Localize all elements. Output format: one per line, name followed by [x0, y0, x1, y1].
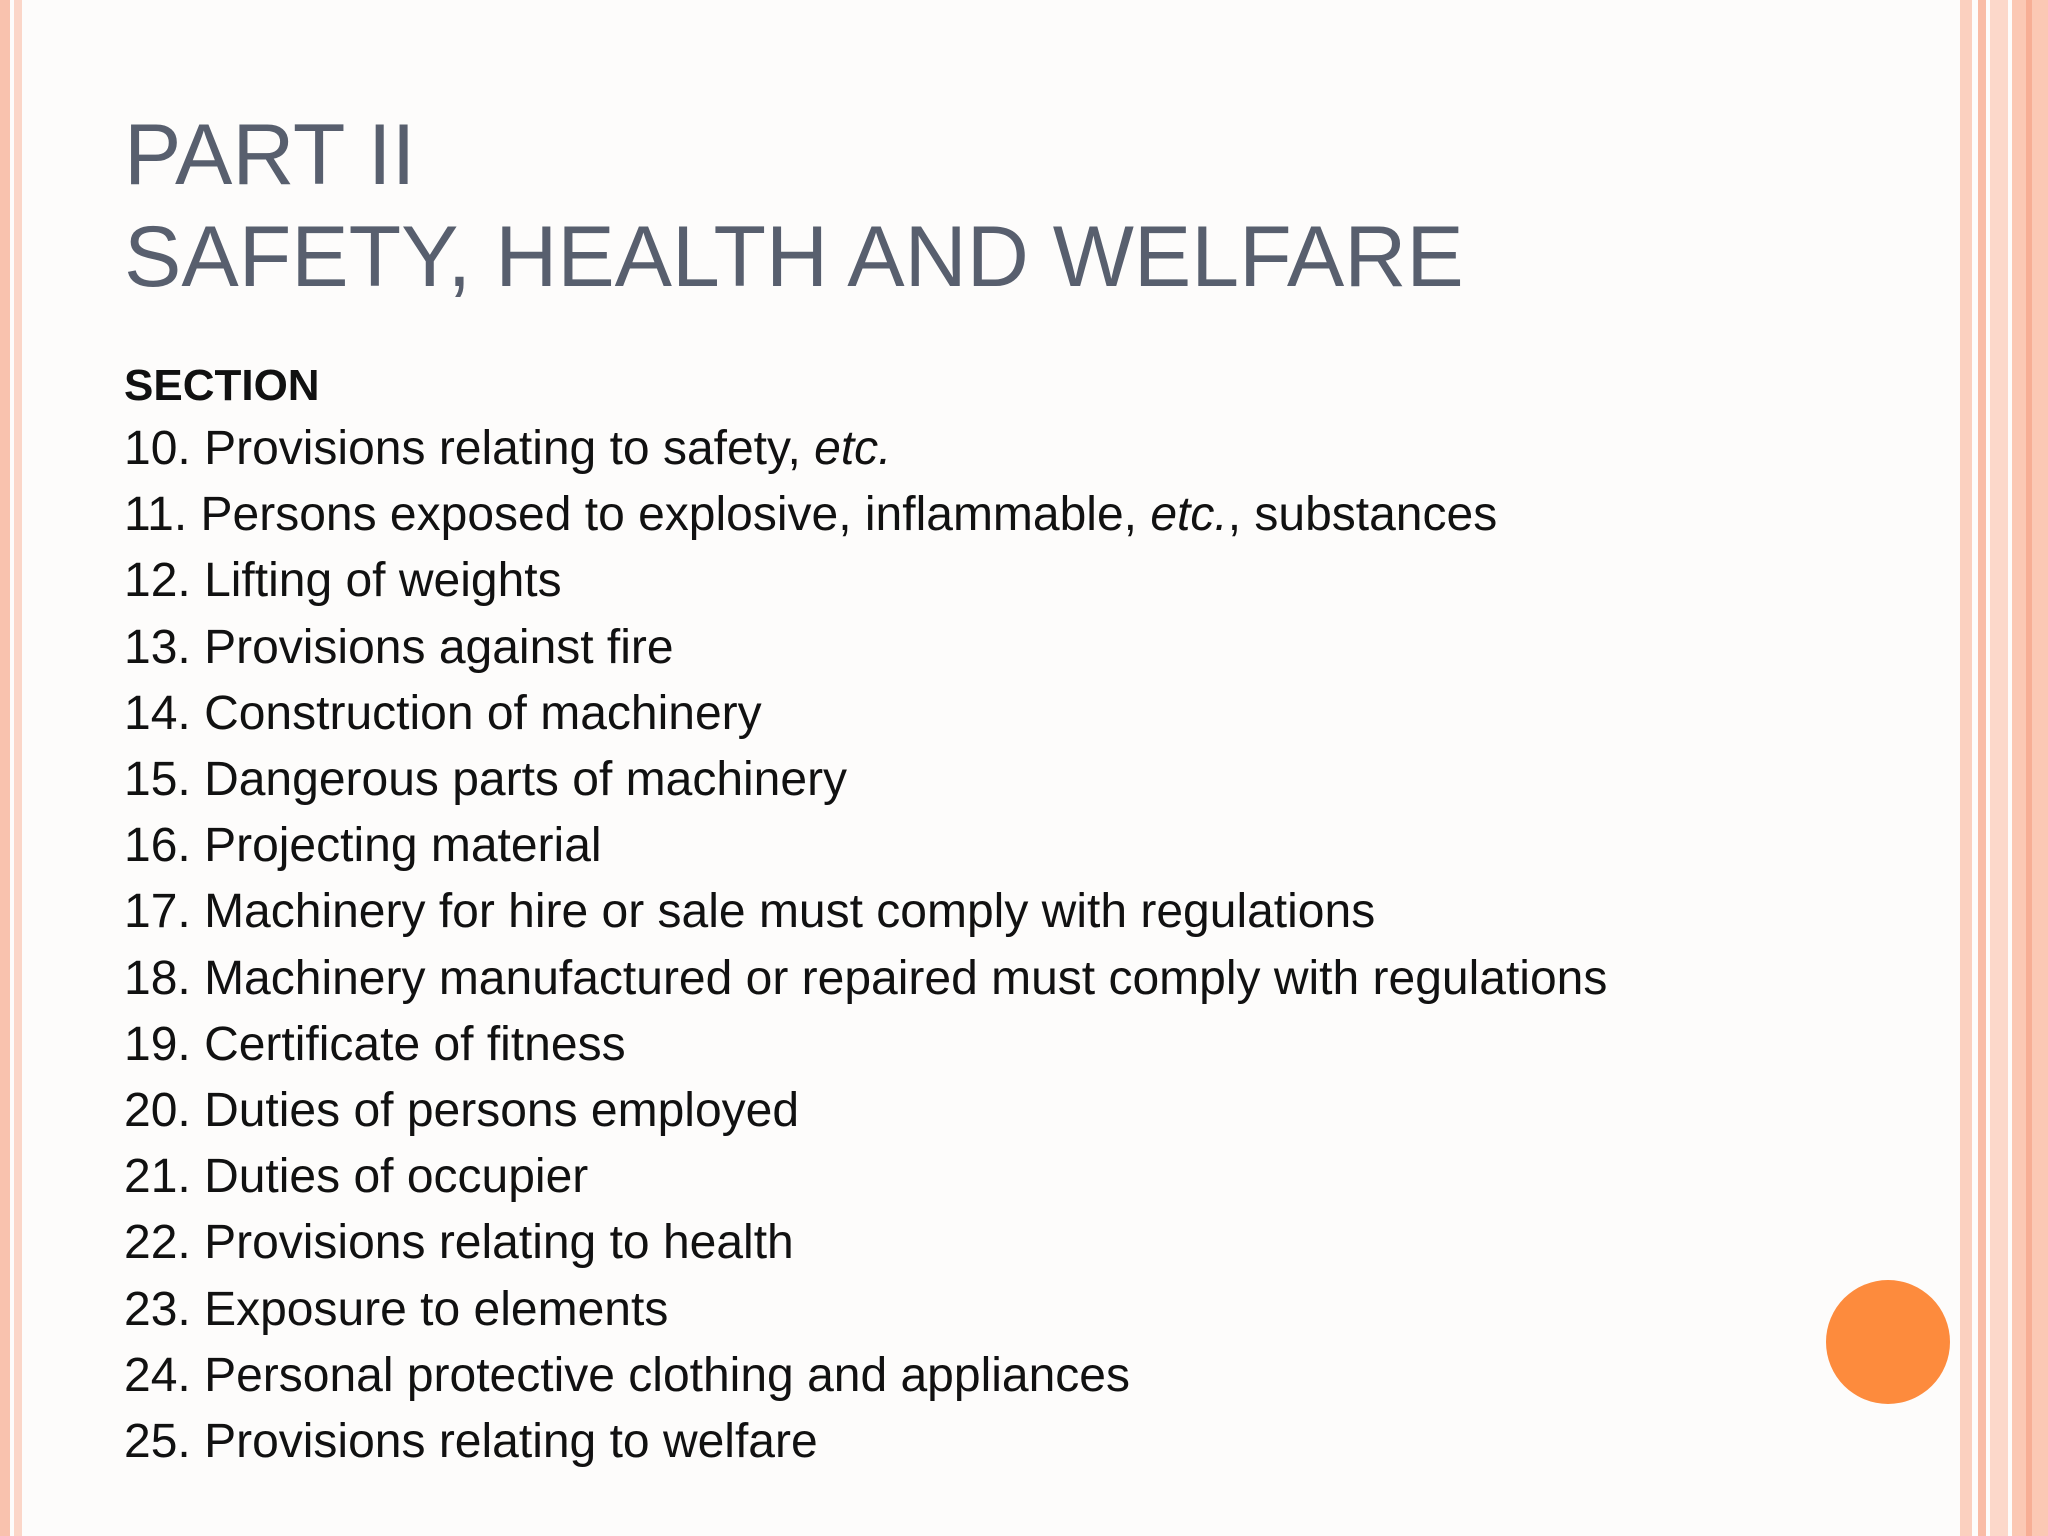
- section-list-item: [124, 548, 1607, 614]
- section-list-item: [124, 946, 1607, 1012]
- section-heading: SECTION: [124, 361, 320, 410]
- item-text: 20. Duties of persons employed: [124, 1084, 800, 1138]
- right-border-stripe-2: [1978, 0, 1986, 1536]
- slide-title: [124, 104, 1464, 308]
- section-list-item: [124, 681, 1607, 747]
- item-text: 24. Personal protective clothing and appliances: [124, 1348, 1130, 1402]
- item-text-italic: etc.: [1150, 488, 1228, 542]
- section-list-item: [124, 1144, 1607, 1210]
- decorative-orange-dot: [1826, 1280, 1950, 1404]
- item-text: 12. Lifting of weights: [124, 554, 562, 608]
- title-line-heading: SAFETY, HEALTH AND WELFARE: [124, 209, 1464, 305]
- item-text-italic: etc.: [814, 422, 892, 475]
- item-text: 15. Dangerous parts of machinery: [124, 753, 848, 807]
- section-list-item: [124, 1210, 1607, 1276]
- item-text: 22. Provisions relating to health: [124, 1216, 794, 1270]
- item-text: 18. Machinery manufactured or repaired must comply with regulations: [124, 951, 1608, 1005]
- section-list-item: [124, 1078, 1607, 1144]
- section-list-item: [124, 482, 1607, 548]
- section-list-item: [124, 416, 1607, 482]
- item-text: 23. Exposure to elements: [124, 1282, 669, 1336]
- left-border-stripe: [0, 0, 10, 1536]
- item-text: 11. Persons exposed to explosive, inflammable,: [124, 488, 1151, 542]
- section-list-item: [124, 1012, 1607, 1078]
- item-text: 13. Provisions against fire: [124, 620, 674, 674]
- right-border-stripe-1: [1960, 0, 1972, 1536]
- section-list-item: [124, 1343, 1607, 1409]
- item-text: 16. Projecting material: [124, 819, 602, 873]
- section-list-item: [124, 615, 1607, 681]
- item-text: 19. Certificate of fitness: [124, 1017, 626, 1071]
- left-border-stripe-inner: [14, 0, 22, 1536]
- item-text: 10. Provisions relating to safety,: [124, 422, 815, 475]
- right-border-stripe-3: [1990, 0, 2008, 1536]
- item-text: 21. Duties of occupier: [124, 1150, 589, 1204]
- section-list: [124, 416, 1607, 1475]
- section-list-item: [124, 1277, 1607, 1343]
- item-text-suffix: , substances: [1227, 488, 1498, 542]
- section-list-item: [124, 1409, 1607, 1475]
- section-list-item: [124, 879, 1607, 945]
- item-text: 17. Machinery for hire or sale must comply with regulations: [124, 885, 1376, 939]
- item-text: 25. Provisions relating to welfare: [124, 1415, 818, 1469]
- section-list-item: [124, 813, 1607, 879]
- title-line-part: PART II: [124, 107, 416, 203]
- item-text: 14. Construction of machinery: [124, 686, 762, 740]
- right-border-stripe-5: [2026, 0, 2032, 1536]
- section-list-item: [124, 747, 1607, 813]
